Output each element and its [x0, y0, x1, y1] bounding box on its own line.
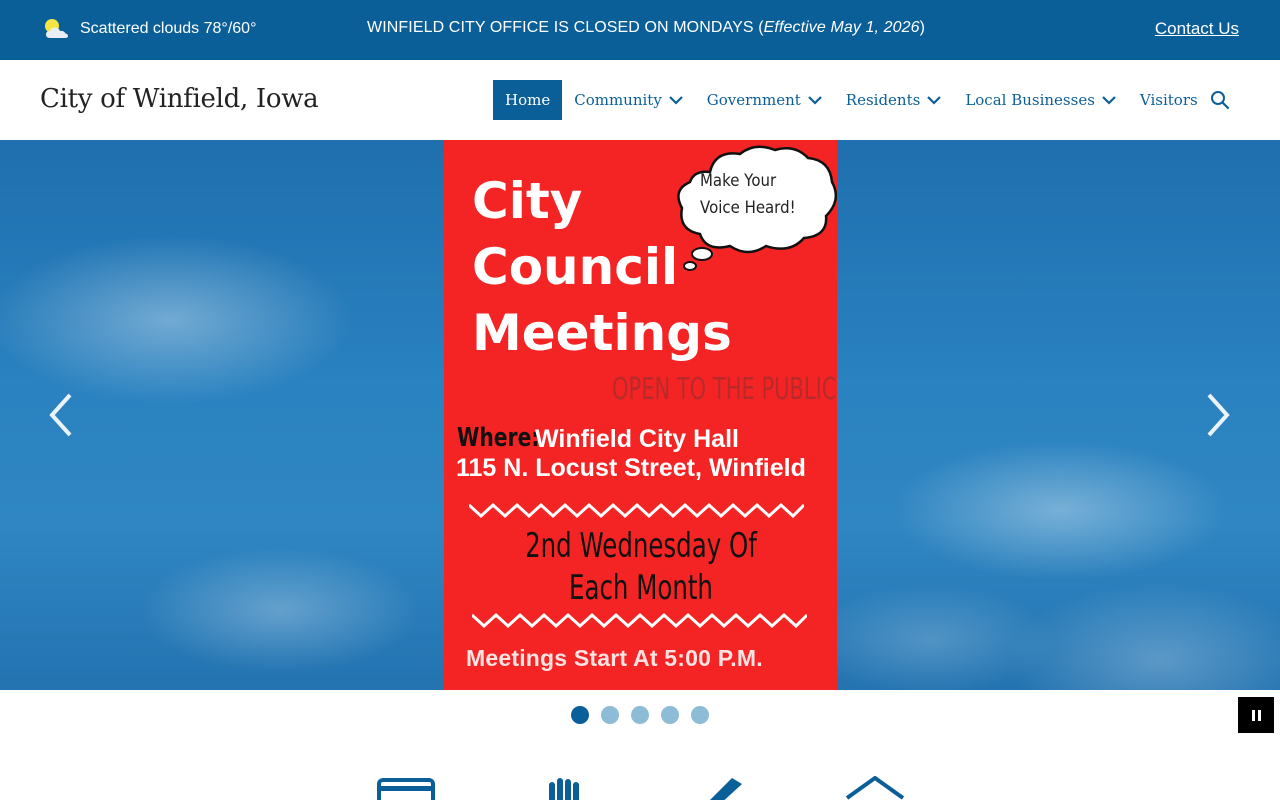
site-header — [0, 60, 1280, 140]
weather-widget — [42, 17, 256, 41]
schedule-text: Each Month — [568, 568, 713, 608]
poster-title-line: Meetings — [472, 304, 732, 362]
chevron-down-icon — [808, 95, 822, 105]
zigzag-divider — [472, 611, 807, 629]
chevron-down-icon — [927, 95, 941, 105]
schedule-line — [444, 526, 837, 566]
nav-item-residents[interactable] — [834, 80, 954, 120]
closure-announcement — [367, 19, 925, 37]
bubble-text-line: Make Your — [700, 171, 777, 191]
poster-title-line: Council — [472, 238, 679, 296]
weather-text: Scattered clouds 78°/60° — [80, 20, 257, 37]
announcement-effective-date: Effective May 1, 2026 — [763, 19, 920, 36]
bubble-text-line: Voice Heard! — [700, 198, 796, 218]
carousel-dot[interactable] — [691, 706, 709, 724]
nav-item-label: Community — [574, 91, 662, 109]
contact-us-link[interactable]: Contact Us — [1154, 19, 1239, 38]
where-label: Where: — [457, 423, 540, 453]
poster-title-line: City — [472, 172, 583, 230]
nav-item-label: Local Businesses — [965, 91, 1095, 109]
chevron-down-icon — [1102, 95, 1116, 105]
pause-icon — [1252, 710, 1261, 721]
nav-item-community[interactable] — [562, 80, 695, 120]
carousel-dots — [571, 706, 709, 724]
nav-item-label: Visitors — [1139, 91, 1198, 109]
search-icon[interactable] — [1209, 89, 1231, 111]
site-title[interactable]: City of Winfield, Iowa — [40, 84, 319, 114]
announcement-close: ) — [919, 19, 926, 36]
meeting-start-time: Meetings Start At 5:00 P.M. — [466, 645, 763, 671]
hand-icon[interactable] — [545, 776, 605, 800]
nav-item-label: Residents — [845, 91, 921, 109]
zigzag-divider — [469, 501, 804, 519]
chevron-right-icon[interactable] — [1203, 392, 1233, 438]
carousel-dot[interactable] — [571, 706, 589, 724]
carousel-dot[interactable] — [661, 706, 679, 724]
home-icon[interactable] — [845, 776, 905, 800]
bubble-text — [700, 168, 796, 222]
credit-card-icon[interactable] — [377, 776, 437, 800]
chevron-down-icon — [669, 95, 683, 105]
nav-item-home[interactable] — [493, 80, 562, 120]
announcement-main: WINFIELD CITY OFFICE IS CLOSED ON MONDAYS ( — [367, 19, 764, 36]
alert-bar — [0, 0, 1280, 60]
pencil-icon[interactable] — [704, 776, 764, 800]
schedule-text: 2nd Wednesday Of — [524, 526, 757, 566]
pause-button[interactable] — [1238, 697, 1274, 733]
main-nav — [493, 80, 1210, 120]
chevron-left-icon[interactable] — [46, 392, 76, 438]
open-to-public-text: OPEN TO THE PUBLIC — [612, 372, 837, 407]
nav-item-label: Government — [706, 91, 801, 109]
partly-cloudy-icon — [42, 17, 70, 41]
carousel-dot[interactable] — [631, 706, 649, 724]
nav-item-label: Home — [505, 91, 551, 109]
carousel-dot[interactable] — [601, 706, 619, 724]
where-line — [457, 423, 739, 453]
nav-item-government[interactable] — [695, 80, 834, 120]
hero-slideshow — [0, 140, 1280, 690]
schedule-line — [444, 568, 837, 608]
council-meetings-poster[interactable] — [444, 140, 837, 690]
where-value: Winfield City Hall — [535, 425, 739, 453]
nav-item-local-businesses[interactable] — [953, 80, 1128, 120]
nav-item-visitors[interactable] — [1128, 80, 1210, 120]
address-text: 115 N. Locust Street, Winfield — [456, 454, 806, 482]
